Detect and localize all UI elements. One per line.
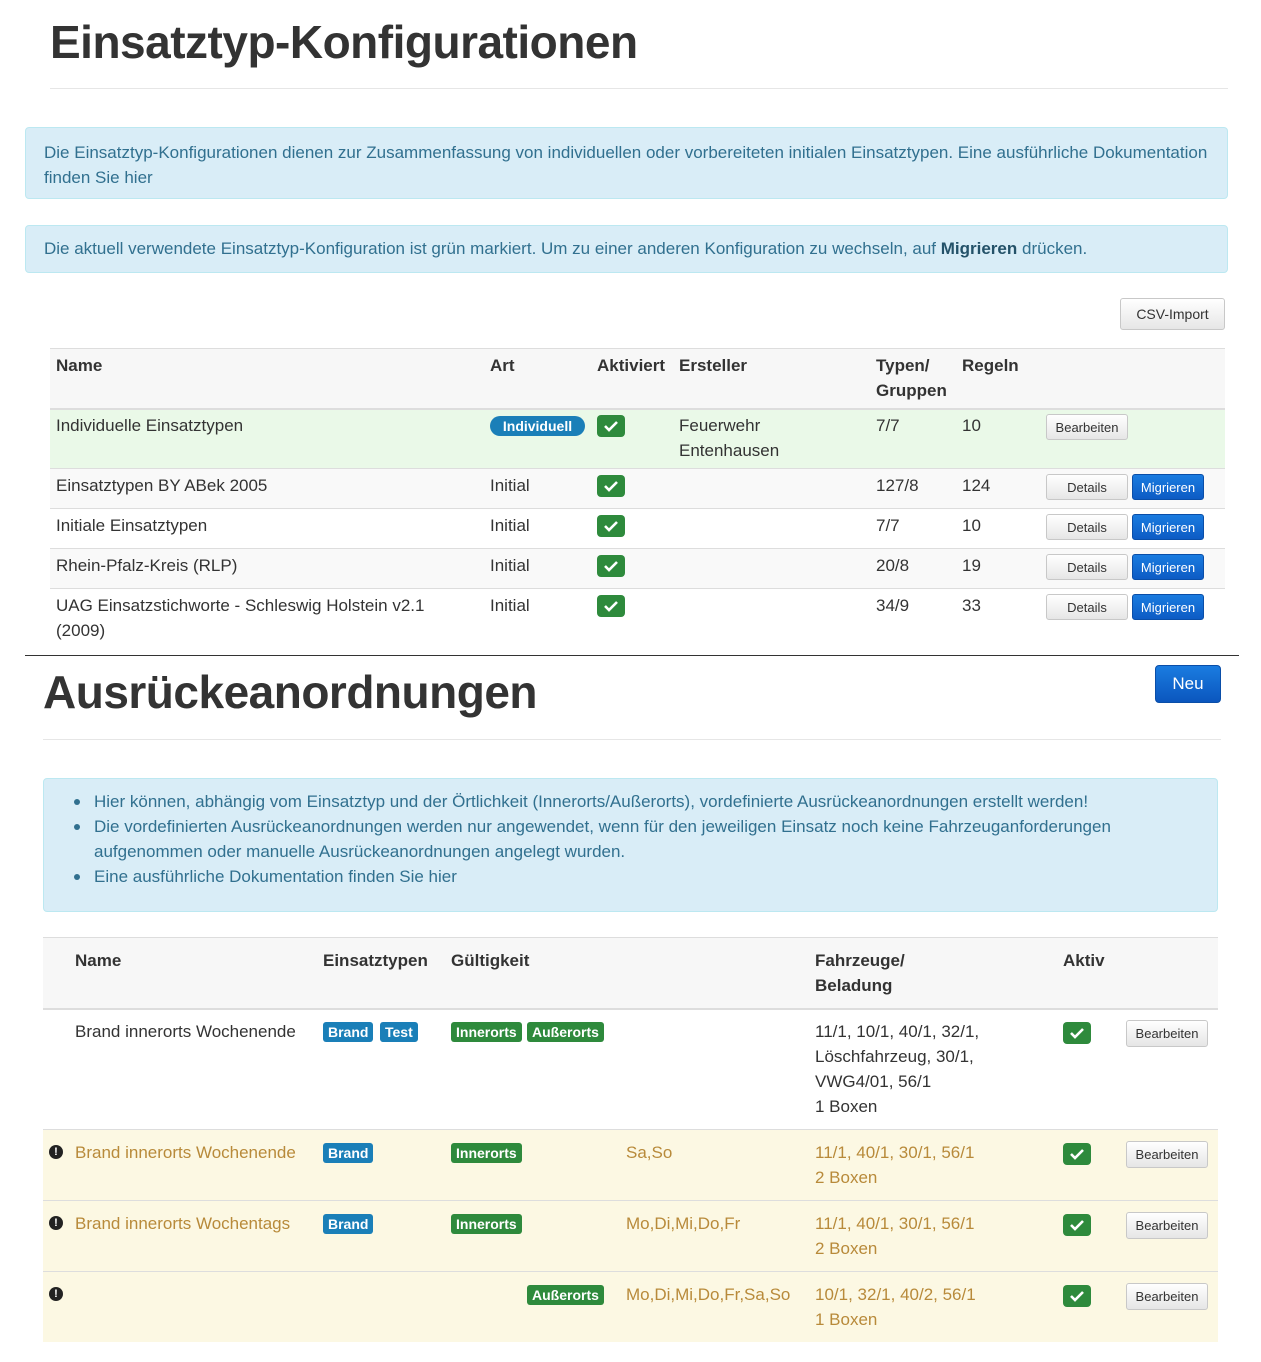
docs-link[interactable]: hier	[124, 168, 153, 187]
boxes-count: 2 Boxen	[815, 1168, 878, 1187]
check-icon	[597, 475, 625, 497]
details-button[interactable]: Details	[1046, 514, 1128, 540]
days: Mo,Di,Mi,Do,Fr	[626, 1214, 741, 1233]
edit-button[interactable]: Bearbeiten	[1126, 1283, 1208, 1310]
section-title-ausrueckeanordnungen: Ausrückeanordnungen	[43, 666, 538, 718]
row4-name: Rhein-Pfalz-Kreis (RLP)	[56, 556, 238, 575]
section-separator	[25, 655, 1239, 656]
section2-divider	[43, 739, 1221, 740]
rule-name: Brand innerorts Wochentags	[75, 1214, 291, 1233]
edit-button[interactable]: Bearbeiten	[1126, 1212, 1208, 1239]
th-regeln: Regeln	[962, 356, 1019, 375]
th-typen-2: Gruppen	[876, 381, 947, 400]
check-icon	[597, 515, 625, 537]
row4-art: Initial	[490, 556, 530, 575]
exclamation-circle-icon: !	[49, 1145, 63, 1159]
migrate-hint-bold: Migrieren	[940, 239, 1018, 258]
migrate-button[interactable]: Migrieren	[1132, 554, 1204, 580]
rule-name: Brand innerorts Wochenende	[75, 1022, 296, 1041]
th-aktiv: Aktiv	[1063, 951, 1105, 970]
check-icon	[597, 555, 625, 577]
row5-name: UAG Einsatzstichworte - Schleswig Holstein v2.1	[56, 596, 425, 615]
th-name: Name	[75, 951, 122, 970]
details-button[interactable]: Details	[1046, 474, 1128, 500]
row5-art: Initial	[490, 596, 530, 615]
info-alert-ausrueck	[43, 778, 1218, 912]
info-bullet: Hier können, abhängig vom Einsatztyp und der Örtlichkeit (Innerorts/Außerorts), vordefinierte Ausrückeanordnungen erstellt werden!	[94, 789, 1217, 814]
row4-regeln: 19	[962, 556, 981, 575]
th-fahrzeuge: Fahrzeuge/	[815, 951, 905, 970]
details-button[interactable]: Details	[1046, 554, 1128, 580]
th-einsatztypen: Einsatztypen	[323, 951, 428, 970]
page-title: Einsatztyp-Konfigurationen	[50, 16, 638, 68]
validity-label: Innerorts	[451, 1214, 522, 1234]
row2-regeln: 124	[962, 476, 991, 495]
row3-name: Initiale Einsatztypen	[56, 516, 208, 535]
row1-regeln: 10	[962, 416, 981, 435]
new-button[interactable]: Neu	[1155, 665, 1221, 703]
validity-label: Außerorts	[527, 1285, 604, 1305]
edit-button[interactable]: Bearbeiten	[1046, 414, 1128, 440]
days: Sa,So	[626, 1143, 673, 1162]
type-label: Test	[380, 1022, 418, 1042]
migrate-button[interactable]: Migrieren	[1132, 474, 1204, 500]
vehicles-line: 10/1, 32/1, 40/2, 56/1	[815, 1285, 976, 1304]
vehicles-line: Löschfahrzeug, 30/1,	[815, 1047, 974, 1066]
row3-art: Initial	[490, 516, 530, 535]
row2-name: Einsatztypen BY ABek 2005	[56, 476, 268, 495]
boxes-count: 2 Boxen	[815, 1239, 878, 1258]
info-alert-docs-text: Die Einsatztyp-Konfigurationen dienen zur Zusammenfassung von individuellen oder vorbereiteten initialen Einsatztypen. Eine ausführliche Dokumentation finden Sie	[44, 143, 1208, 187]
row5-typen: 34/9	[876, 596, 910, 615]
check-icon	[597, 415, 625, 437]
th-aktiviert: Aktiviert	[597, 356, 666, 375]
row1-ersteller-2: Entenhausen	[679, 441, 780, 460]
vehicles-line: 11/1, 10/1, 40/1, 32/1,	[815, 1022, 980, 1041]
th-fahrzeuge-2: Beladung	[815, 976, 893, 995]
row5-regeln: 33	[962, 596, 981, 615]
check-icon	[597, 595, 625, 617]
type-label: Brand	[323, 1143, 373, 1163]
info-alert-migrate-text: Die aktuell verwendete Einsatztyp-Konfiguration ist grün markiert. Um zu einer anderen Konfiguration zu wechseln, auf	[44, 239, 941, 258]
vehicles-line: VWG4/01, 56/1	[815, 1072, 932, 1091]
th-ersteller: Ersteller	[679, 356, 748, 375]
boxes-count: 1 Boxen	[815, 1097, 878, 1116]
info-bullet-continuation: aufgenommen oder manuelle Ausrückeanordnungen angelegt wurden.	[94, 842, 626, 861]
type-label: Brand	[323, 1214, 373, 1234]
th-name: Name	[56, 356, 103, 375]
row3-regeln: 10	[962, 516, 981, 535]
exclamation-circle-icon: !	[49, 1216, 63, 1230]
row1-typen: 7/7	[876, 416, 900, 435]
csv-import-button[interactable]: CSV-Import	[1120, 298, 1225, 330]
type-label: Brand	[323, 1022, 373, 1042]
boxes-count: 1 Boxen	[815, 1310, 878, 1329]
row3-typen: 7/7	[876, 516, 900, 535]
validity-label: Außerorts	[527, 1022, 604, 1042]
art-badge-individuell: Individuell	[490, 416, 585, 436]
validity-label: Innerorts	[451, 1022, 522, 1042]
info-bullet-list	[44, 789, 1217, 889]
info-alert-migrate-suffix: drücken.	[1017, 239, 1088, 258]
migrate-button[interactable]: Migrieren	[1132, 594, 1204, 620]
check-icon	[1063, 1022, 1091, 1044]
docs-link[interactable]: hier	[428, 867, 457, 886]
row1-name: Individuelle Einsatztypen	[56, 416, 244, 435]
rule-name: Brand innerorts Wochenende	[75, 1143, 296, 1162]
check-icon	[1063, 1214, 1091, 1236]
info-bullet: Die vordefinierten Ausrückeanordnungen werden nur angewendet, wenn für den jeweiligen Einsatz noch keine Fahrzeuganforderungen	[94, 814, 1217, 839]
row4-typen: 20/8	[876, 556, 910, 575]
vehicles-line: 11/1, 40/1, 30/1, 56/1	[815, 1214, 975, 1233]
table2-header	[43, 938, 1218, 1008]
edit-button[interactable]: Bearbeiten	[1126, 1141, 1208, 1168]
table2-header-border	[43, 1008, 1218, 1010]
info-alert-migrate	[25, 225, 1228, 273]
title-divider	[50, 88, 1228, 89]
exclamation-circle-icon: !	[49, 1287, 63, 1301]
check-icon	[1063, 1143, 1091, 1165]
check-icon	[1063, 1285, 1091, 1307]
row1-ersteller: Feuerwehr	[679, 416, 761, 435]
info-bullet-docs-text: Eine ausführliche Dokumentation finden Sie	[94, 867, 429, 886]
info-bullet-docs	[94, 864, 1217, 889]
th-gueltigkeit: Gültigkeit	[451, 951, 530, 970]
vehicles-line: 11/1, 40/1, 30/1, 56/1	[815, 1143, 975, 1162]
row2-typen: 127/8	[876, 476, 919, 495]
days: Mo,Di,Mi,Do,Fr,Sa,So	[626, 1285, 791, 1304]
th-art: Art	[490, 356, 515, 375]
row5-name-2: (2009)	[56, 621, 106, 640]
validity-label: Innerorts	[451, 1143, 522, 1163]
th-typen: Typen/	[876, 356, 930, 375]
row2-art: Initial	[490, 476, 530, 495]
row-divider	[50, 508, 1225, 509]
info-alert-docs	[25, 127, 1228, 199]
migrate-button[interactable]: Migrieren	[1132, 514, 1204, 540]
row-divider	[50, 588, 1225, 589]
edit-button[interactable]: Bearbeiten	[1126, 1020, 1208, 1047]
details-button[interactable]: Details	[1046, 594, 1128, 620]
